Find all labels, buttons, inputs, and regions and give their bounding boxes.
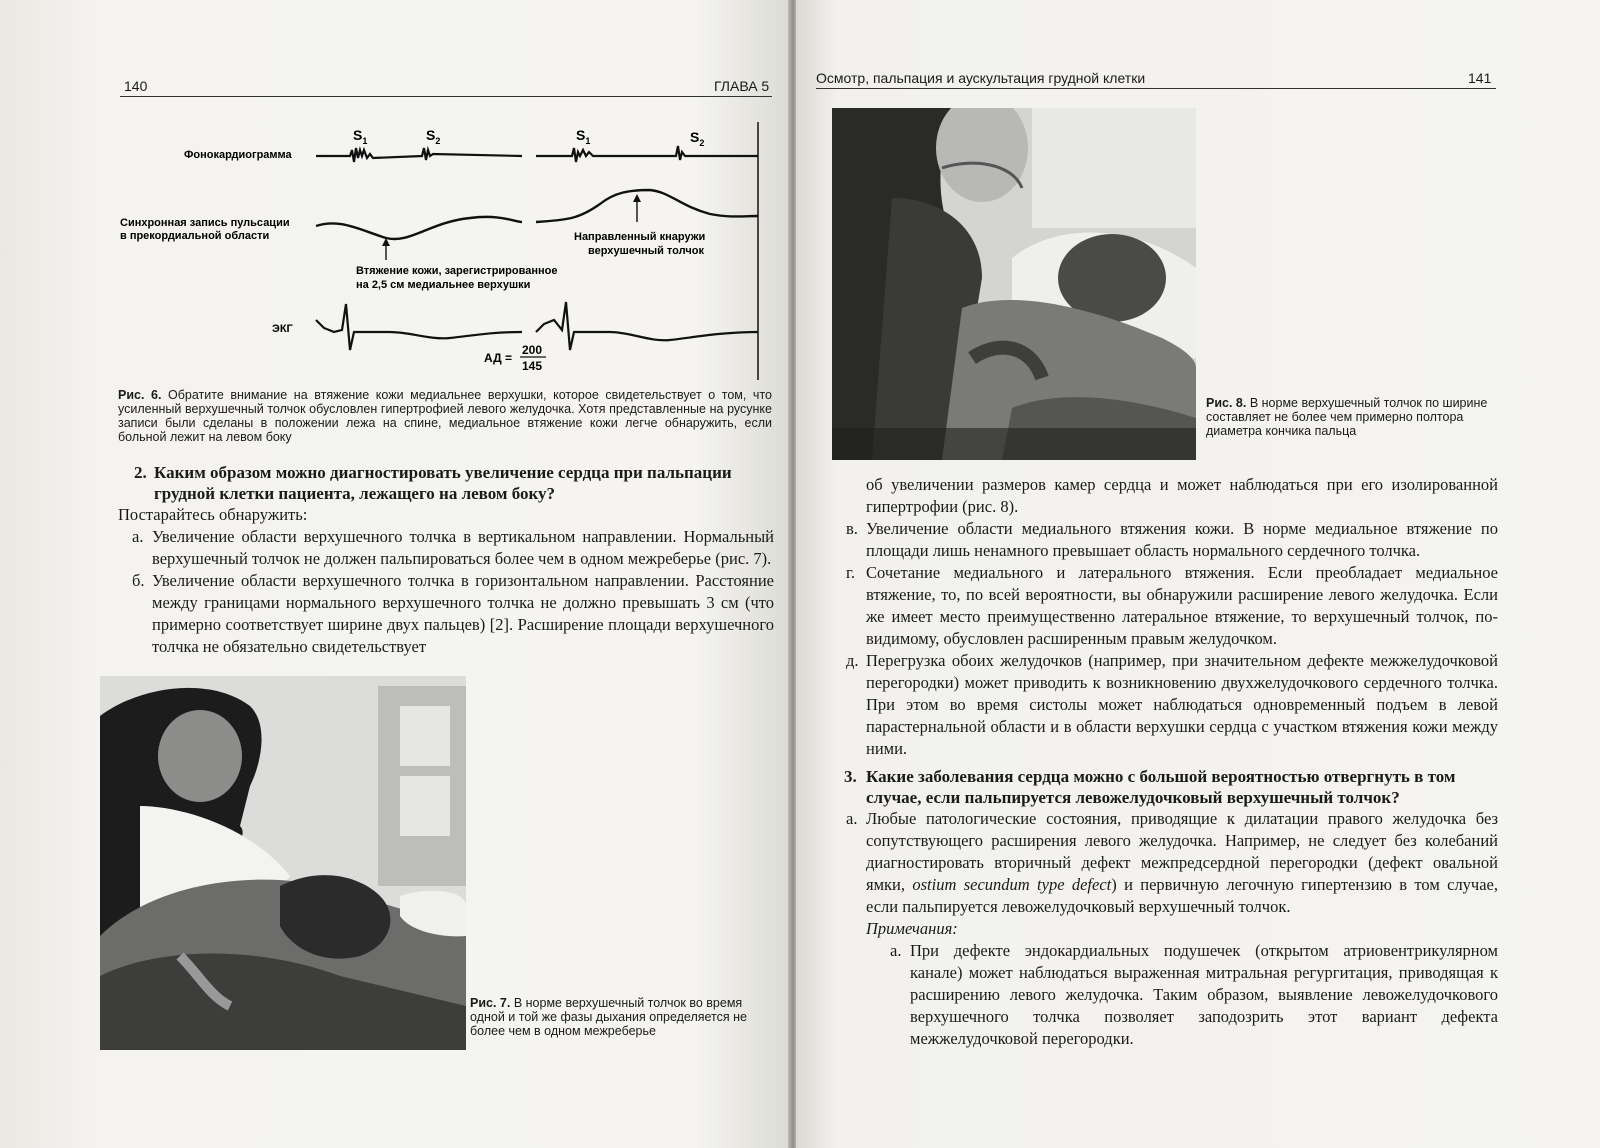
page-number: 141 [1468, 70, 1492, 86]
continued-text: об увеличении размеров камер сердца и может наблюдаться при его изолированной гипертрофии (рис. 8). [866, 475, 1498, 516]
list-item-text-pre: Любые патологические состояния, приводящие к дилатации правого желудочка без сопутствующего расширения левого желудочка. Например, не следует без колебаний диагностировать вторичный дефект межпредсердной перегородки (дефект овальной ямки, [866, 809, 1498, 894]
phono-trace-b [536, 146, 758, 162]
list-item-d [832, 650, 1498, 760]
phono-trace-a [316, 148, 522, 162]
list-marker: б. [132, 571, 145, 590]
fig6-text: Обратите внимание на втяжение кожи медиальнее верхушки, которое свидетельствует о том, что усиленный верхушечный толчок обусловлен гипертрофией левого желудочка. Хотя представленные на русунке записи были сделаны в положении лежа на спине, медиальное втяжение кожи легче обнаружить, если больной лежит на левом боку [118, 388, 772, 444]
right-body [832, 474, 1498, 1050]
list-item-text: Сочетание медиального и латерального втяжения. Если преобладает медиальное втяжение, то, по всей вероятности, вы обнаружили расширение левого желудочка. Если же имеет место преимущественно латеральное втяжение, то верхушечный толчок, по-видимому, обусловлен расширенным правым желудочком. [866, 563, 1498, 648]
fig7-text: В норме верхушечный толчок во время одной и той же фазы дыхания определяется не более чем в одном межреберье [470, 996, 747, 1038]
right-page [796, 0, 1600, 1148]
question-3-number: 3. [844, 767, 857, 786]
question-2-text: Каким образом можно диагностировать увеличение сердца при пальпации грудной клетки пациента, лежащего на левом боку? [154, 463, 732, 503]
pulse-trace-a [316, 217, 522, 239]
question-2-number: 2. [134, 463, 147, 482]
s1-label-a: $S_1$ [353, 127, 368, 146]
header-rule [816, 88, 1496, 89]
list-item-v [832, 518, 1498, 562]
s1-label-b: $S_1$ [576, 127, 591, 146]
fig8-text: В норме верхушечный толчок по ширине составляет не более чем примерно полтора диаметра кончика пальца [1206, 396, 1488, 438]
ecg-label: ЭКГ [272, 323, 293, 335]
chapter-title: ГЛАВА 5 [714, 78, 770, 94]
pulse-label-1: Синхронная запись пульсации [120, 217, 290, 229]
retract-label-1: Втяжение кожи, зарегистрированное [356, 265, 558, 277]
phono-label: Фонокардиограмма [184, 149, 292, 161]
list-item-text-italic: ostium secundum type defect [912, 875, 1112, 894]
fig8-photo [832, 108, 1196, 460]
left-page [0, 0, 790, 1148]
question-3 [832, 766, 1498, 808]
bp-denominator: 145 [522, 359, 543, 373]
fig7-photo [100, 676, 466, 1050]
note-marker: а. [890, 941, 902, 960]
s2-label-b: $S_2$ [690, 129, 705, 148]
note-text: При дефекте эндокардиальных подушечек (открытом атриовентрикулярном канале) может наблюдаться выраженная митральная регургитация, приводящая к расширению левого желудочка. Таким образом, выявление левожелудочкового верхушечного толчка позволяет заподозрить этот вариант дефекта межжелудочковой перегородки. [910, 941, 1498, 1048]
list-marker: д. [846, 651, 859, 670]
note-item-a [832, 940, 1498, 1050]
pulse-label-2: в прекордиальной области [120, 230, 270, 242]
list-item-text: Увеличение области медиального втяжения кожи. В норме медиальное втяжение по площади лишь ненамного превышает область нормального сердечного толчка. [866, 519, 1498, 560]
list-marker: а. [132, 527, 144, 546]
ecg-trace-a [316, 304, 522, 350]
apex-label-1: Направленный кнаружи [574, 231, 706, 243]
left-body [118, 504, 774, 658]
list-item-b [118, 570, 774, 658]
list-item-text: Увеличение области верхушечного толчка в вертикальном направлении. Нормальный верхушечный толчок не должен пальпироваться более чем в одном межреберье (рис. 7). [152, 527, 774, 568]
list-item-a [118, 526, 774, 570]
list-item-text: Перегрузка обоих желудочков (например, при значительном дефекте межжелудочковой перегородки) может приводить к возникновению двухжелудочкового сердечного толчка. При этом во время систолы может наблюдаться одновременный подъем в левой парастернальной области и в области верхушки сердца с участком втяжения кожи между ними. [866, 651, 1498, 758]
fig7-label: Рис. 7. [470, 996, 511, 1010]
ecg-trace-b [536, 302, 758, 350]
pulse-trace-b [536, 190, 758, 222]
list-marker: г. [846, 563, 856, 582]
s2-label-a: $S_2$ [426, 127, 441, 146]
try-text: Постарайтесь обнаружить: [118, 505, 308, 524]
notes-label: Примечания: [866, 919, 958, 938]
list-item-g [832, 562, 1498, 650]
phonocardiogram-diagram [110, 118, 770, 380]
list-marker: в. [846, 519, 858, 538]
retract-label-2: на 2,5 см медиальнее верхушки [356, 279, 531, 291]
question-2 [126, 462, 774, 504]
list-marker: а. [846, 809, 858, 828]
fig8-caption [1206, 396, 1496, 438]
question-3-text: Какие заболевания сердца можно с большой вероятностью отвергнуть в том случае, если пальпируется левожелудочковый верхушечный толчок? [866, 767, 1456, 807]
fig6-label: Рис. 6. [118, 388, 162, 402]
fig7-caption [470, 996, 772, 1038]
bp-label: АД = [484, 351, 513, 365]
fig8-label: Рис. 8. [1206, 396, 1247, 410]
list-item-a [832, 808, 1498, 918]
header-rule [120, 96, 772, 97]
page-number: 140 [124, 78, 148, 94]
fig6-caption [118, 388, 772, 444]
apex-label-2: верхушечный толчок [588, 245, 704, 257]
running-header-title: Осмотр, пальпация и аускультация грудной клетки [816, 70, 1146, 86]
list-item-text: Увеличение области верхушечного толчка в горизонтальном направлении. Расстояние между границами нормального верхушечного толчка не должно превышать 3 см (что примерно соответствует ширине двух пальцев) [2]. Расширение площади верхушечного толчка не обязательно свидетельствует [152, 571, 774, 656]
bp-numerator: 200 [522, 343, 543, 357]
list-item-text-post: ) и первичную легочную гипертензию в том случае, если пальпируется левожелудочковый верхушечный толчок. [866, 875, 1499, 916]
